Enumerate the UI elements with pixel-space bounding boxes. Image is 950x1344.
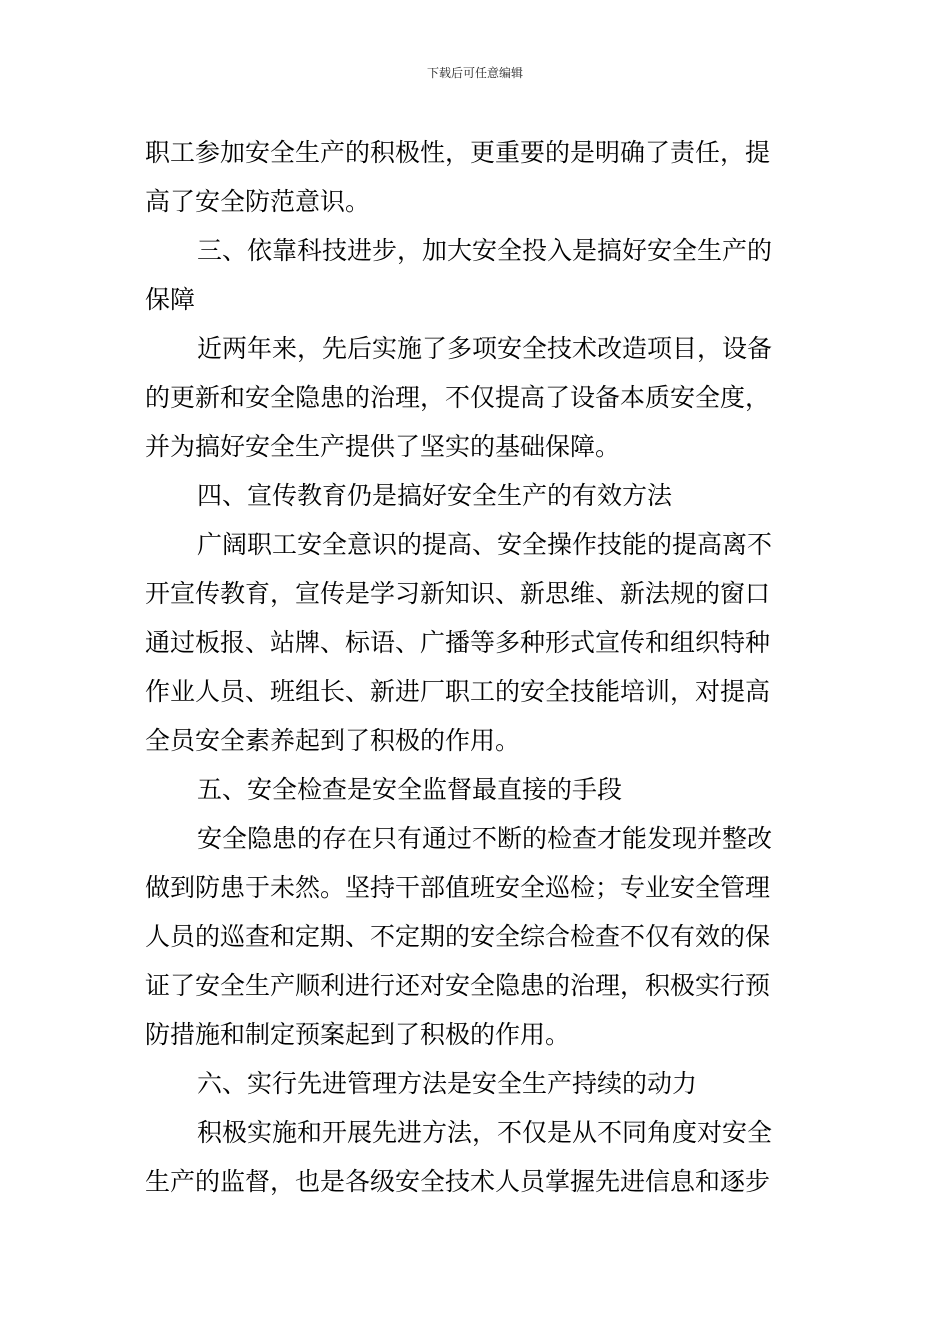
paragraph-line: 职工参加安全生产的积极性，更重要的是明确了责任，提 — [145, 138, 771, 167]
page-header: 下载后可任意编辑 — [426, 66, 523, 80]
paragraph-first-line: 广阔职工安全意识的提高、安全操作技能的提高离不 — [197, 530, 773, 559]
paragraph-line: 保障 — [145, 285, 196, 314]
paragraph-line: 开宣传教育，宣传是学习新知识、新思维、新法规的窗口 — [145, 579, 771, 608]
body-text — [145, 128, 807, 1206]
paragraph-line: 通过板报、站牌、标语、广播等多种形式宣传和组织特种 — [145, 628, 771, 657]
paragraph-line: 并为搞好安全生产提供了坚实的基础保障。 — [145, 432, 621, 461]
paragraph-line: 证了安全生产顺利进行还对安全隐患的治理，积极实行预 — [145, 971, 771, 1000]
paragraph-line: 防措施和制定预案起到了积极的作用。 — [145, 1020, 571, 1049]
paragraph-line: 全员安全素养起到了积极的作用。 — [145, 726, 521, 755]
paragraph-line: 做到防患于未然。坚持干部值班安全巡检；专业安全管理 — [145, 873, 771, 902]
paragraph-first-line: 近两年来，先后实施了多项安全技术改造项目，设备 — [197, 334, 773, 363]
paragraph-line: 人员的巡查和定期、不定期的安全综合检查不仅有效的保 — [145, 922, 771, 951]
paragraph-line: 生产的监督，也是各级安全技术人员掌握先进信息和逐步 — [145, 1167, 771, 1196]
paragraph-line: 作业人员、班组长、新进厂职工的安全技能培训，对提高 — [145, 677, 771, 706]
paragraph-first-line: 三、依靠科技进步，加大安全投入是搞好安全生产的 — [197, 236, 773, 265]
paragraph-line: 高了安全防范意识。 — [145, 187, 371, 216]
paragraph-first-line: 五、安全检查是安全监督最直接的手段 — [197, 775, 623, 804]
paragraph-first-line: 积极实施和开展先进方法，不仅是从不同角度对安全 — [197, 1118, 773, 1147]
paragraph-line: 的更新和安全隐患的治理，不仅提高了设备本质安全度， — [145, 383, 771, 412]
paragraph-first-line: 安全隐患的存在只有通过不断的检查才能发现并整改 — [197, 824, 773, 853]
paragraph-first-line: 六、实行先进管理方法是安全生产持续的动力 — [197, 1069, 698, 1098]
paragraph-first-line: 四、宣传教育仍是搞好安全生产的有效方法 — [197, 481, 673, 510]
